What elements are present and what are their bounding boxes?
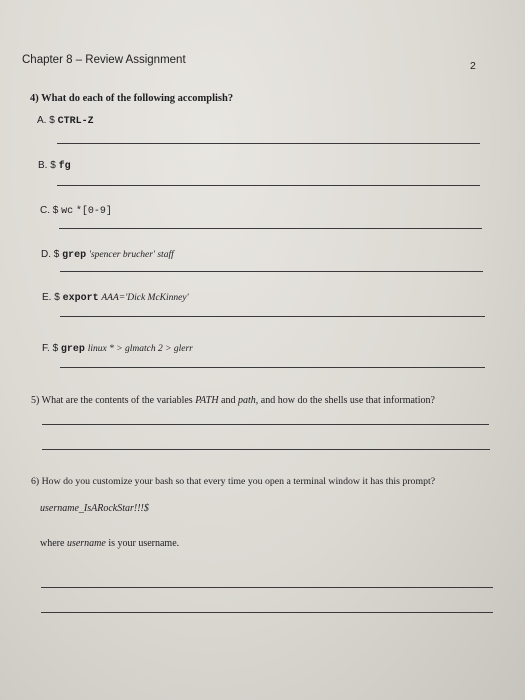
q4-item-e [42,292,189,304]
q4-item-f [42,343,193,355]
item-label: B. [38,160,48,171]
q6-note [40,538,179,549]
answer-line-f [60,367,485,368]
answer-line-q5-2 [42,449,490,450]
answer-line-q6-1 [41,587,493,588]
q4-item-b [38,160,71,172]
answer-line-q5-1 [42,424,489,425]
shell-prompt: $ [49,115,55,126]
shell-prompt: $ [52,343,59,354]
command: grep [60,344,85,355]
q6-note-start: where [40,538,67,549]
shell-prompt: $ [50,160,56,171]
q5-text-middle: and [218,395,238,406]
command: wc [61,206,74,217]
answer-line-a [57,143,480,144]
shell-prompt: $ [54,292,60,303]
answer-line-c [59,228,482,229]
command: grep [62,250,87,261]
item-label: F. [42,343,50,354]
answer-line-q6-2 [41,612,493,613]
q5-text-start: 5) What are the contents of the variables [31,395,196,406]
shell-prompt: $ [52,205,59,216]
item-label: D. [41,249,51,260]
page-number: 2 [470,60,476,72]
q5-var-path-upper: PATH [195,395,219,406]
command: export [62,293,99,304]
item-label: A. [37,115,47,126]
answer-line-d [60,271,483,272]
item-label: E. [42,292,52,303]
command-args: *[0-9] [75,206,112,217]
command: fg [58,161,71,172]
q4-item-a [37,115,94,127]
command-args: 'spencer brucher' staff [88,250,174,260]
q4-item-d [41,249,174,261]
page-header-title: Chapter 8 – Review Assignment [22,54,186,66]
q6-note-end: is your username. [105,538,180,549]
command-args: linux * > glmatch 2 > glerr [87,344,193,354]
answer-line-b [57,185,480,186]
q6-note-var: username [66,538,106,549]
command: CTRL-Z [57,116,94,127]
q4-item-c [40,205,112,217]
item-label: C. [40,205,50,216]
question-5-prompt [31,395,435,406]
q5-text-end: , and how do the shells use that information? [255,395,435,406]
question-6-prompt: 6) How do you customize your bash so that every time you open a terminal window it has this prompt? [31,476,436,487]
question-4-prompt: 4) What do each of the following accomplish? [30,93,234,104]
q5-var-path-lower: path [238,395,256,406]
answer-line-e [60,316,485,317]
q6-prompt-example: username_IsARockStar!!!$ [40,503,149,514]
command-args: AAA='Dick McKinney' [101,293,189,303]
shell-prompt: $ [53,249,60,260]
